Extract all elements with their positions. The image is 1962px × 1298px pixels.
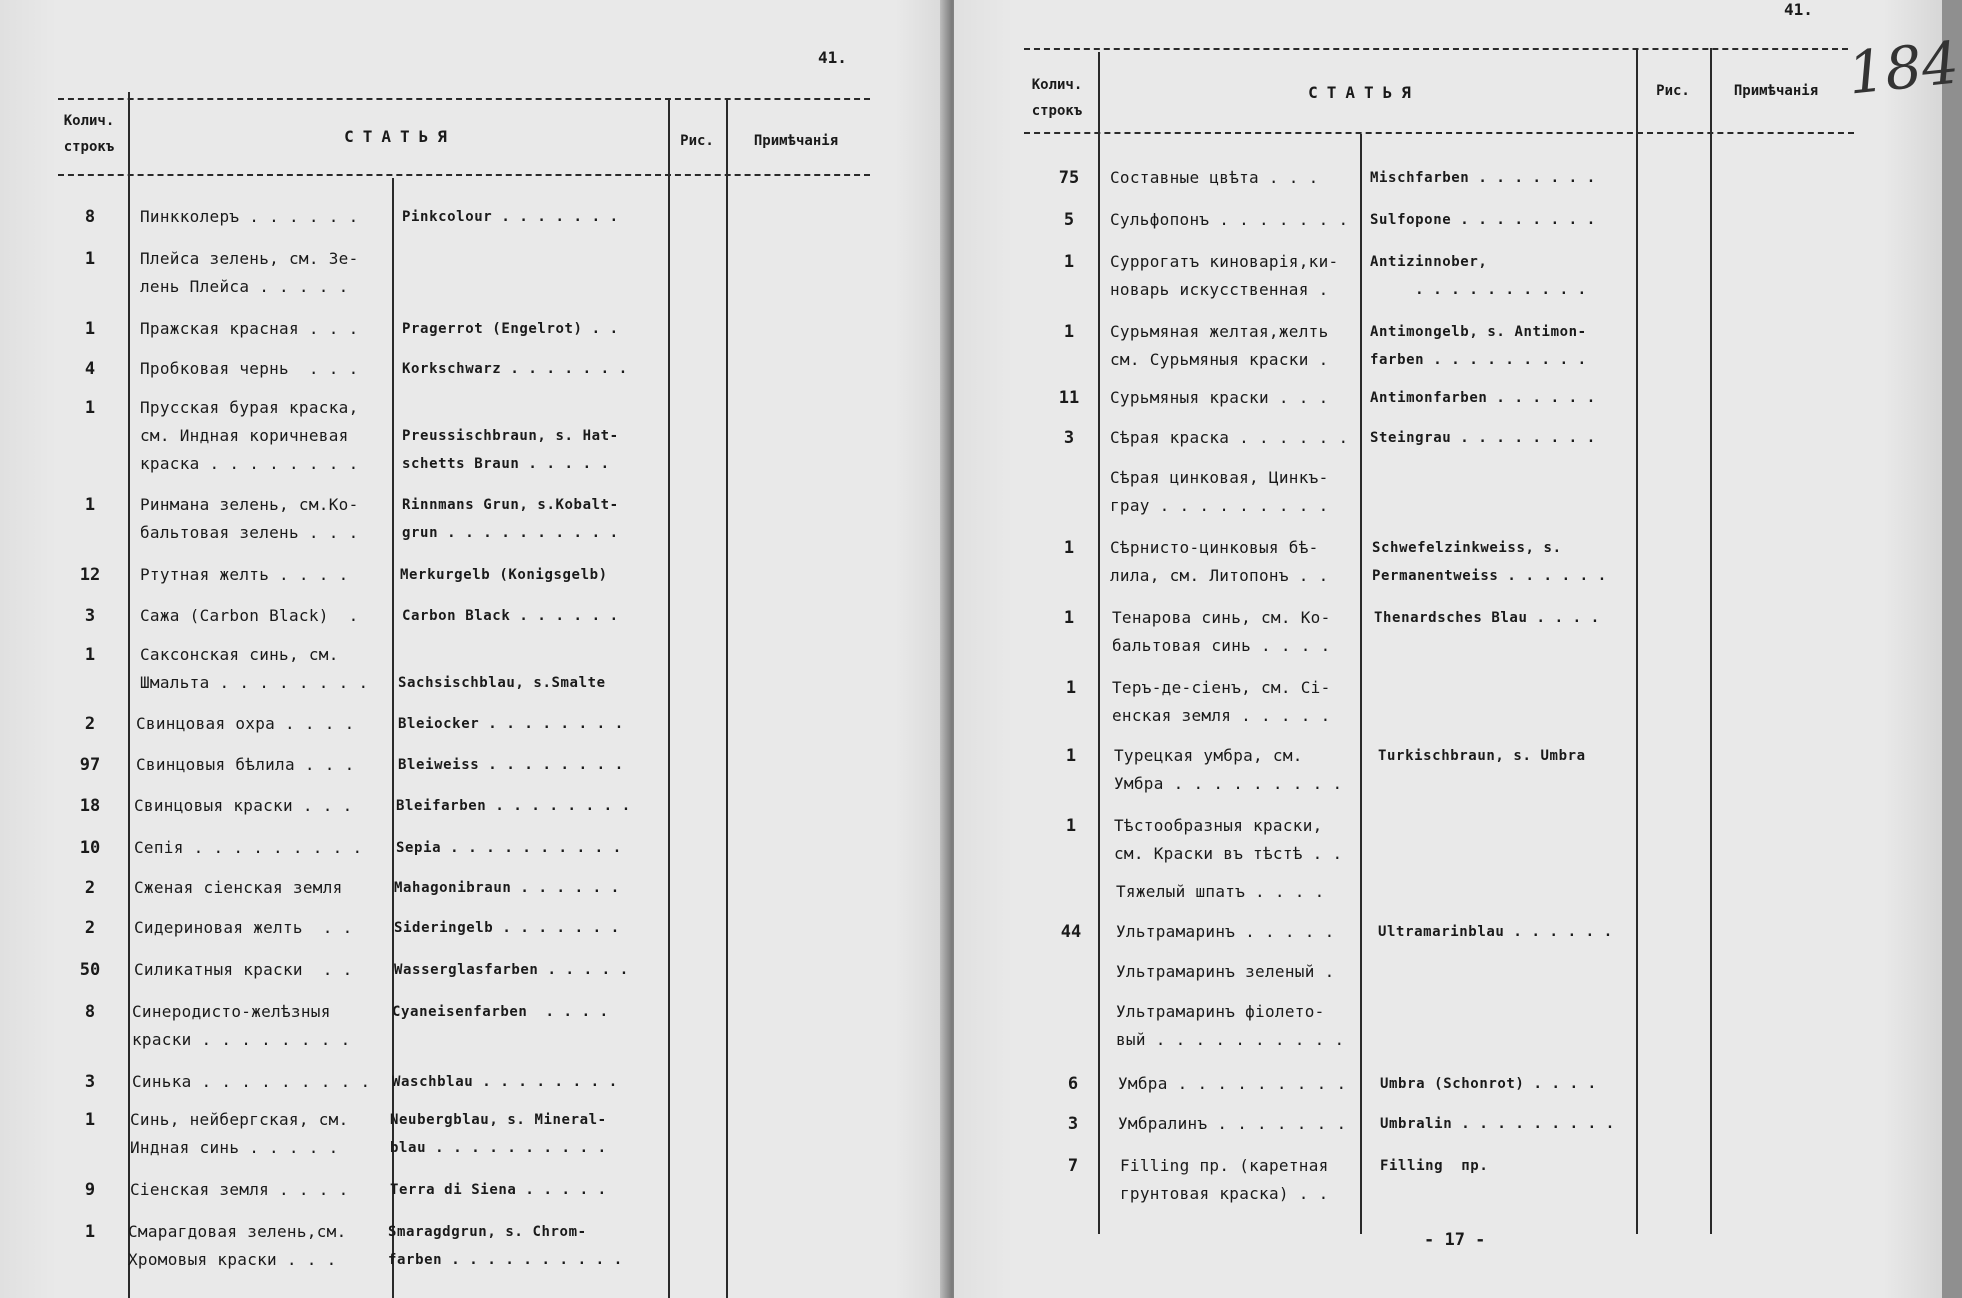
- row-article-ru: Сидериновая желть . .: [134, 918, 353, 937]
- row-article-de: Antimongelb, s. Antimon- farben . . . . . . . . .: [1370, 324, 1587, 368]
- row-article-ru: Пробковая чернь . . .: [140, 359, 359, 378]
- left-col-divider-fig: [668, 98, 670, 1298]
- row-article-de: Umbra (Schonrot) . . . .: [1380, 1076, 1597, 1092]
- row-article-ru: Пражская красная . . .: [140, 319, 359, 338]
- row-article-ru: Турецкая умбра, см. Умбра . . . . . . . . .: [1114, 746, 1343, 793]
- left-page: [0, 0, 952, 1298]
- row-qty: 1: [1065, 816, 1077, 836]
- row-qty: 1: [84, 249, 96, 269]
- row-qty: 18: [79, 796, 101, 816]
- row-qty: 44: [1060, 922, 1082, 942]
- row-article-ru: Синеродисто-желѣзныя краски . . . . . . . .: [132, 1002, 351, 1049]
- right-header-notes: Примѣчанія: [1733, 83, 1819, 99]
- row-qty: 75: [1058, 168, 1080, 188]
- left-header-rule: [58, 174, 870, 176]
- row-article-de: Mahagonibraun . . . . . .: [394, 880, 620, 896]
- row-qty: 1: [1063, 608, 1075, 628]
- row-article-ru: Тяжелый шпатъ . . . .: [1116, 882, 1325, 901]
- right-col-divider-notes: [1710, 48, 1712, 1234]
- row-article-de: Pinkcolour . . . . . . .: [402, 209, 619, 225]
- row-article-ru: Ультрамаринъ зеленый .: [1116, 962, 1335, 981]
- row-qty: 8: [84, 207, 96, 227]
- row-qty: 9: [84, 1180, 96, 1200]
- row-article-de: Waschblau . . . . . . . .: [392, 1074, 618, 1090]
- row-article-de: Turkischbraun, s. Umbra: [1378, 748, 1586, 764]
- row-qty: 1: [84, 645, 96, 665]
- row-qty: 50: [79, 960, 101, 980]
- left-header-qty: Колич. строкъ: [63, 113, 115, 155]
- right-header-rule: [1024, 132, 1854, 134]
- row-article-de: Antizinnober, . . . . . . . . . .: [1370, 254, 1587, 298]
- row-article-ru: Пинкколеръ . . . . . .: [140, 207, 359, 226]
- row-article-ru: Синька . . . . . . . . .: [132, 1072, 371, 1091]
- right-col-divider-de: [1360, 134, 1362, 1234]
- right-col-divider-fig: [1636, 48, 1638, 1234]
- row-article-ru: Составные цвѣта . . .: [1110, 168, 1319, 187]
- row-qty: 10: [79, 838, 101, 858]
- row-qty: 12: [79, 565, 101, 585]
- row-qty: 7: [1067, 1156, 1079, 1176]
- row-qty: 3: [1067, 1114, 1079, 1134]
- row-article-ru: Сурьмяныя краски . . .: [1110, 388, 1329, 407]
- row-qty: 1: [84, 398, 96, 418]
- row-article-de: Bleiocker . . . . . . . .: [398, 716, 624, 732]
- right-table: [954, 0, 1942, 1298]
- row-article-ru: Свинцовыя бѣлила . . .: [136, 755, 355, 774]
- row-qty: 1: [84, 1110, 96, 1130]
- right-col-divider-qty: [1098, 52, 1100, 1234]
- row-qty: 1: [1063, 322, 1075, 342]
- row-article-ru: Filling пр. (каретная грунтовая краска) . .: [1120, 1156, 1329, 1203]
- row-qty: 11: [1058, 388, 1080, 408]
- row-article-de: Neubergblau, s. Mineral- blau . . . . . . . . . .: [390, 1112, 607, 1156]
- row-article-ru: Сженая сіенская земля: [134, 878, 343, 897]
- row-article-ru: Сепія . . . . . . . . .: [134, 838, 363, 857]
- handwritten-folio-number: 184: [1844, 28, 1962, 108]
- left-table-top-rule: [58, 98, 870, 100]
- row-qty: 1: [1065, 746, 1077, 766]
- left-header-fig: Рис.: [680, 133, 714, 149]
- right-table-top-rule: [1024, 48, 1848, 50]
- row-article-ru: Сѣрая краска . . . . . .: [1110, 428, 1349, 447]
- row-article-ru: Свинцовыя краски . . .: [134, 796, 353, 815]
- row-article-de: Filling пр.: [1380, 1158, 1489, 1174]
- row-article-de: Sulfopone . . . . . . . .: [1370, 212, 1596, 228]
- left-col-divider-notes: [726, 98, 728, 1298]
- row-article-ru: Сѣрнисто-цинковыя бѣ- лила, см. Литопонъ . .: [1110, 538, 1329, 585]
- row-article-ru: Сіенская земля . . . .: [130, 1180, 349, 1199]
- row-qty: 1: [1063, 252, 1075, 272]
- row-article-ru: Ультрамаринъ фіолето- вый . . . . . . . . . .: [1116, 1002, 1345, 1049]
- row-qty: 1: [84, 319, 96, 339]
- row-qty: 6: [1067, 1074, 1079, 1094]
- row-article-de: Merkurgelb (Konigsgelb): [400, 567, 608, 583]
- row-article-de: Sachsischblau, s.Smalte: [398, 675, 606, 691]
- row-article-ru: Сажа (Carbon Black) .: [140, 606, 359, 625]
- row-article-ru: Плейса зелень, см. Зе- лень Плейса . . . . .: [140, 249, 359, 296]
- row-article-de: Preussischbraun, s. Hat- schetts Braun . . . . .: [402, 428, 619, 472]
- row-article-ru: Ультрамаринъ . . . . .: [1116, 922, 1335, 941]
- row-article-de: Sideringelb . . . . . . .: [394, 920, 620, 936]
- row-qty: 8: [84, 1002, 96, 1022]
- row-article-ru: Силикатныя краски . .: [134, 960, 353, 979]
- row-article-ru: Ринмана зелень, см.Ко- бальтовая зелень . . .: [140, 495, 359, 542]
- row-article-de: Thenardsches Blau . . . .: [1374, 610, 1600, 626]
- row-article-ru: Теръ-де-сіенъ, см. Сі- енская земля . . . . .: [1112, 678, 1331, 725]
- row-qty: 1: [84, 1222, 96, 1242]
- row-article-ru: Прусская бурая краска, см. Индная коричневая краска . . . . . . . .: [140, 398, 359, 473]
- row-qty: 3: [84, 1072, 96, 1092]
- row-qty: 4: [84, 359, 96, 379]
- row-article-de: Mischfarben . . . . . . .: [1370, 170, 1596, 186]
- left-header-title: СТАТЬЯ: [344, 127, 456, 146]
- row-article-de: Sepia . . . . . . . . . .: [396, 840, 622, 856]
- row-article-ru: Суррогатъ киноварія,ки- новарь искусственная .: [1110, 252, 1339, 299]
- row-article-ru: Саксонская синь, см. Шмальта . . . . . . . .: [140, 645, 369, 692]
- row-article-ru: Тенарова синь, см. Ко- бальтовая синь . . . .: [1112, 608, 1331, 655]
- right-header-title: СТАТЬЯ: [1308, 83, 1420, 102]
- page-footer-number: - 17 -: [1424, 1230, 1486, 1250]
- row-article-de: Pragerrot (Engelrot) . .: [402, 321, 619, 337]
- row-qty: 2: [84, 714, 96, 734]
- row-article-de: Carbon Black . . . . . .: [402, 608, 619, 624]
- row-qty: 5: [1063, 210, 1075, 230]
- row-article-de: Bleifarben . . . . . . . .: [396, 798, 631, 814]
- right-page: [954, 0, 1962, 1298]
- row-article-ru: Синь, нейбергская, см. Индная синь . . . . .: [130, 1110, 349, 1157]
- row-article-ru: Умбралинъ . . . . . . .: [1118, 1114, 1347, 1133]
- row-article-de: Smaragdgrun, s. Chrom- farben . . . . . . . . . .: [388, 1224, 623, 1268]
- row-article-de: Schwefelzinkweiss, s. Permanentweiss . . . . . .: [1372, 540, 1607, 584]
- row-article-de: Korkschwarz . . . . . . .: [402, 361, 628, 377]
- row-article-ru: Сѣрая цинковая, Цинкъ- грау . . . . . . . . .: [1110, 468, 1329, 515]
- row-article-ru: Умбра . . . . . . . . .: [1118, 1074, 1347, 1093]
- row-article-ru: Тѣстообразныя краски, см. Краски въ тѣстѣ . .: [1114, 816, 1343, 863]
- row-article-ru: Смарагдовая зелень,см. Хромовыя краски . . .: [128, 1222, 347, 1269]
- row-article-de: Wasserglasfarben . . . . .: [394, 962, 629, 978]
- row-article-de: Terra di Siena . . . . .: [390, 1182, 607, 1198]
- row-article-ru: Ртутная желть . . . .: [140, 565, 349, 584]
- row-qty: 1: [1065, 678, 1077, 698]
- row-qty: 1: [84, 495, 96, 515]
- row-article-de: Antimonfarben . . . . . .: [1370, 390, 1596, 406]
- row-qty: 3: [84, 606, 96, 626]
- row-article-de: Ultramarinblau . . . . . .: [1378, 924, 1613, 940]
- left-page-number: 41.: [818, 48, 847, 67]
- row-qty: 3: [1063, 428, 1075, 448]
- row-article-de: Bleiweiss . . . . . . . .: [398, 757, 624, 773]
- row-article-de: Rinnmans Grun, s.Kobalt- grun . . . . . . . . . .: [402, 497, 619, 541]
- right-header-fig: Рис.: [1656, 83, 1690, 99]
- right-header-qty: Колич. строкъ: [1031, 77, 1083, 119]
- row-article-ru: Сульфопонъ . . . . . . .: [1110, 210, 1349, 229]
- row-qty: 2: [84, 918, 96, 938]
- row-qty: 2: [84, 878, 96, 898]
- row-qty: 1: [1063, 538, 1075, 558]
- row-article-de: Steingrau . . . . . . . .: [1370, 430, 1596, 446]
- row-article-ru: Сурьмяная желтая,желть см. Сурьмяныя краски .: [1110, 322, 1329, 369]
- row-article-de: Cyaneisenfarben . . . .: [392, 1004, 609, 1020]
- left-header-notes: Примѣчанія: [753, 133, 839, 149]
- right-page-number: 41.: [1784, 0, 1813, 19]
- row-article-de: Umbralin . . . . . . . . .: [1380, 1116, 1615, 1132]
- row-article-ru: Свинцовая охра . . . .: [136, 714, 355, 733]
- row-qty: 97: [79, 755, 101, 775]
